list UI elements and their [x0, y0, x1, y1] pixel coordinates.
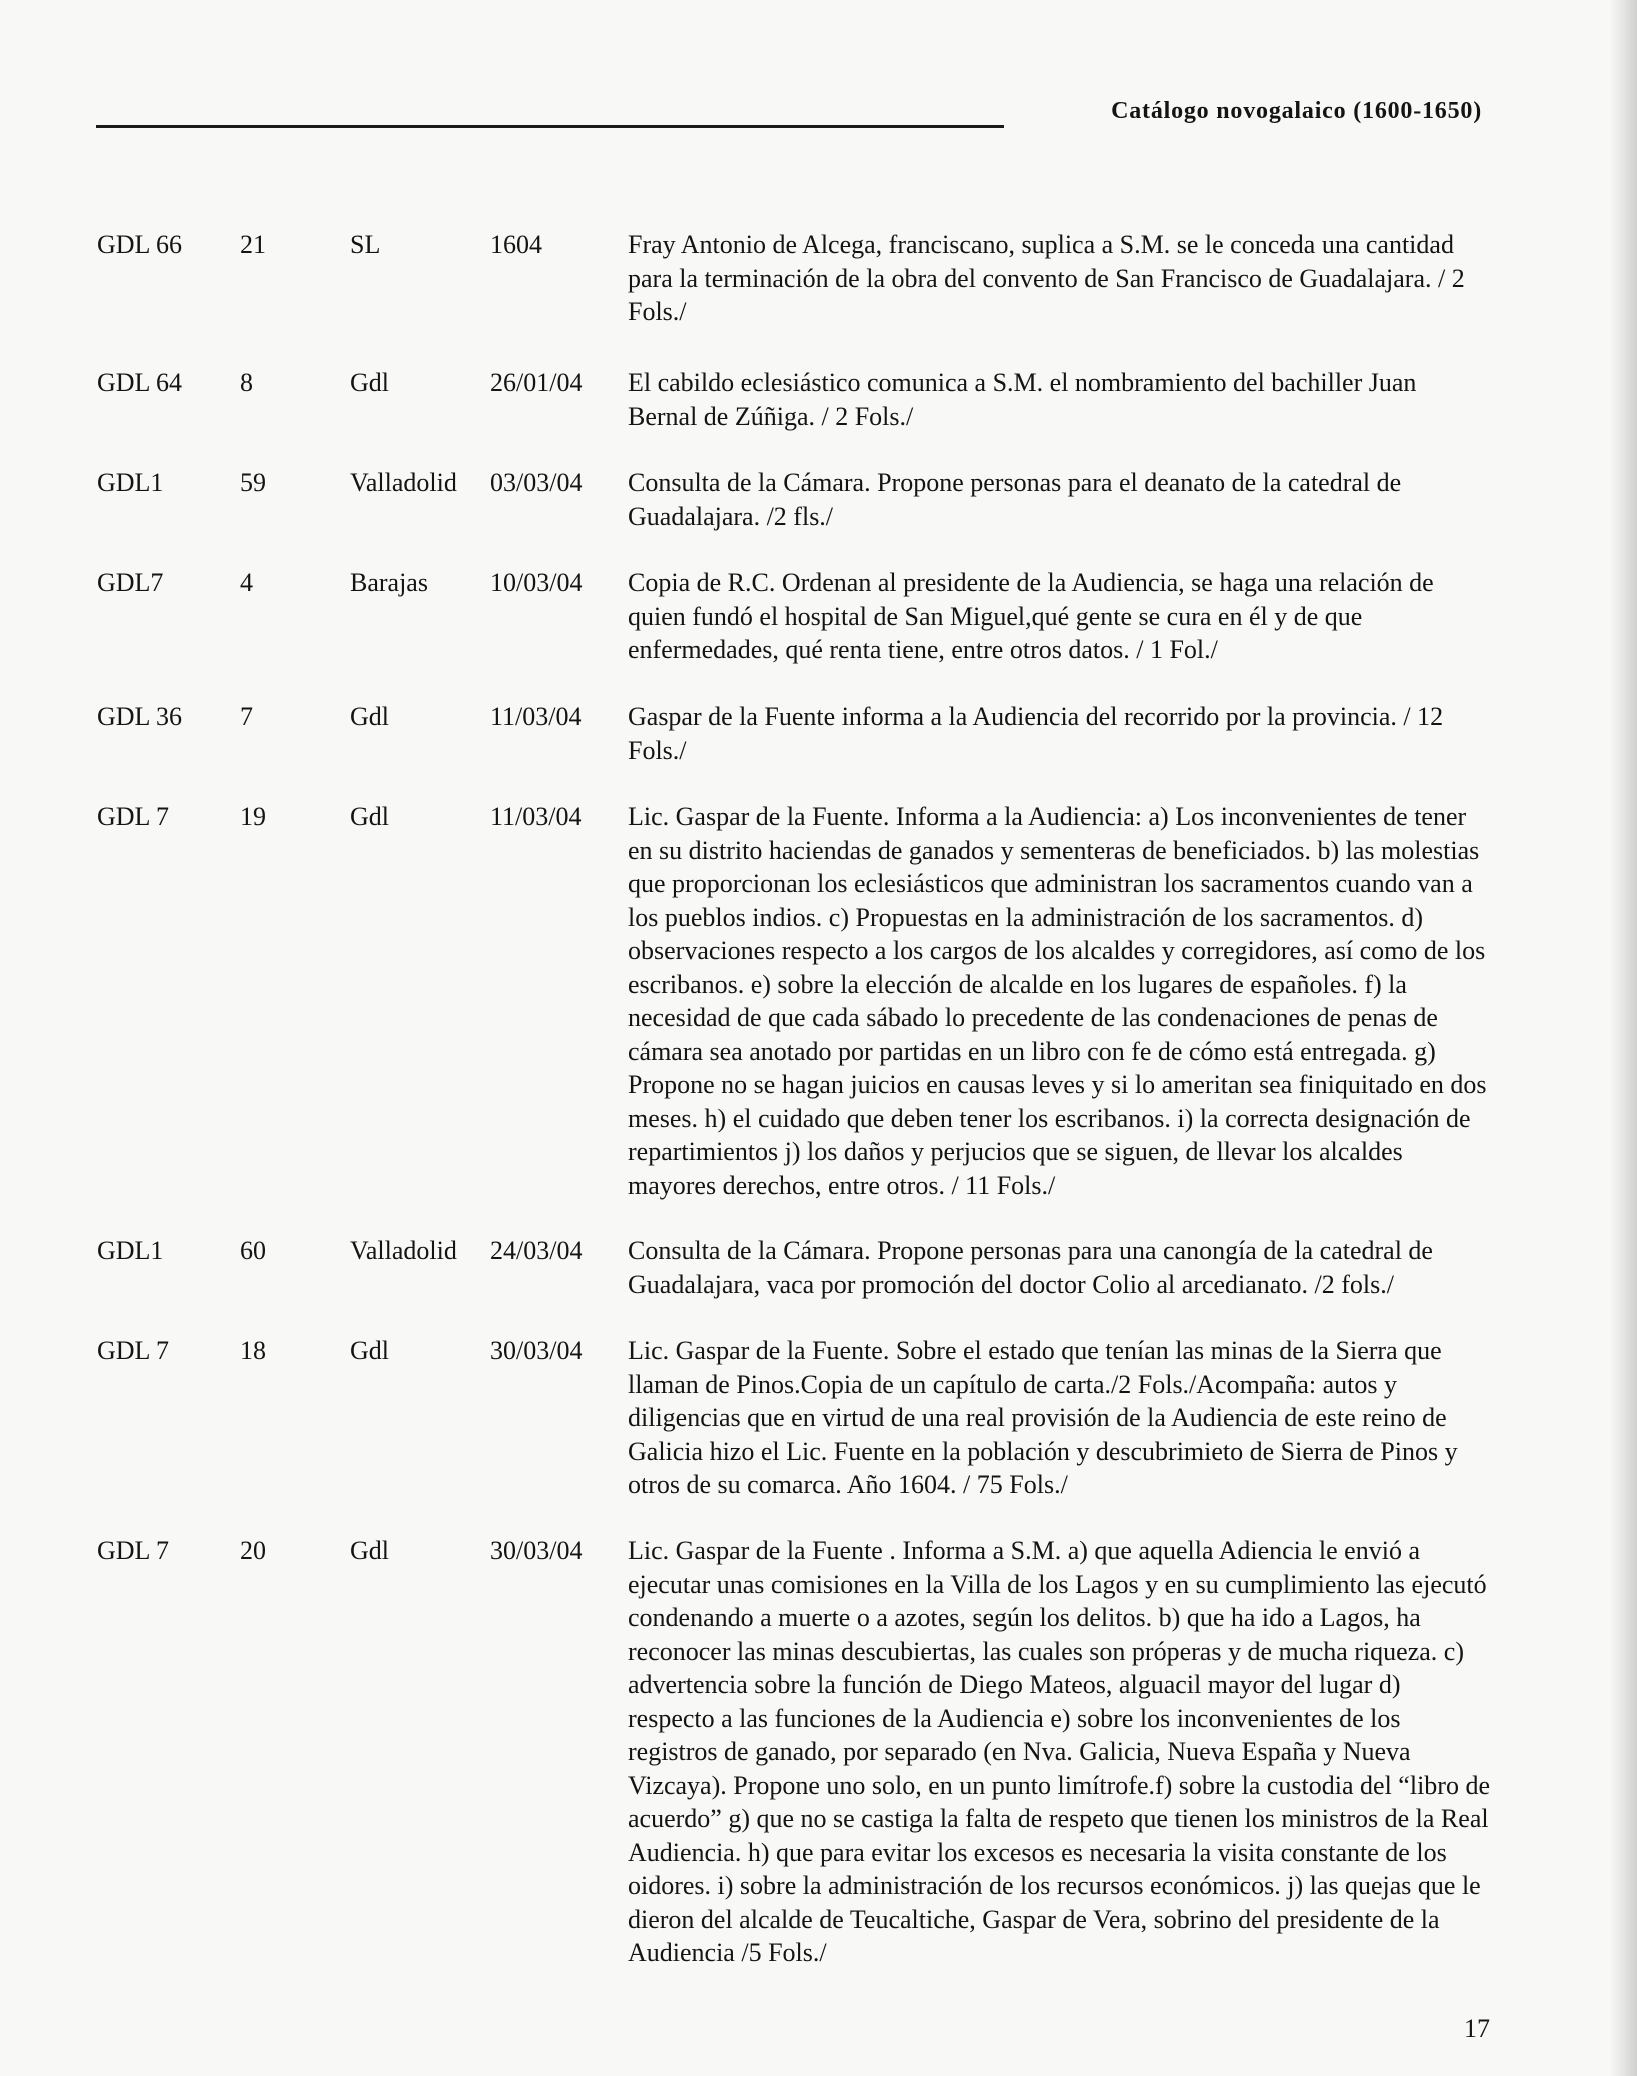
entry-number: 18	[240, 1336, 266, 1365]
entry-date: 30/03/04	[490, 1336, 583, 1365]
entry-description: Fray Antonio de Alcega, franciscano, suplica a S.M. se le conceda una cantidad para la terminación de la obra del convento de San Francisco de Guadalajara. / 2 Fols./	[628, 230, 1465, 326]
entry-date: 30/03/04	[490, 1536, 583, 1565]
entry-place: Gdl	[350, 702, 389, 731]
entry-place: Gdl	[350, 1536, 389, 1565]
entry-number: 7	[240, 702, 253, 731]
entry-description: Lic. Gaspar de la Fuente. Informa a la Audiencia: a) Los inconvenientes de tener en su distrito haciendas de ganados y sementeras de beneficiados. b) las molestias que proporcionan los eclesiásticos que administran los sacramentos cuando van a los pueblos indios. c) Propuestas en la administración de los sacramentos. d) observaciones respecto a los cargos de los alcaldes y corregidores, así como de los escribanos. e) sobre la elección de alcalde en los lugares de españoles. f) la necesidad de que cada sábado lo precedente de las condenaciones de penas de cámara sea anotado por partidas en un libro con fe de cómo está entregada. g) Propone no se hagan juicios en causas leves y si lo ameritan sea finiquitado en dos meses. h) el cuidado que deben tener los escribanos. i) la correcta designación de repartimientos j) los daños y perjucios que se siguen, de llevar los alcaldes mayores derechos, entre otros. / 11 Fols./	[628, 802, 1487, 1200]
entry-description: Lic. Gaspar de la Fuente . Informa a S.M. a) que aquella Adiencia le envió a ejecutar unas comisiones en la Villa de los Lagos y en su cumplimiento las ejecutó condenando a muerte o a azotes, según los delitos. b) que ha ido a Lagos, ha reconocer las minas descubiertas, las cuales son próperas y de mucha riqueza. c) advertencia sobre la función de Diego Mateos, alguacil mayor del lugar d) respecto a las funciones de la Audiencia e) sobre los inconvenientes de los registros de ganado, por separado (en Nva. Galicia, Nueva España y Nueva Vizcaya). Propone uno solo, en un punto limítrofe.f) sobre la custodia del “libro de acuerdo” g) que no se castiga la falta de respeto que tienen los ministros de la Real Audiencia. h) que para evitar los excesos es necesaria la visita constante de los oidores. i) sobre la administración de los recursos económicos. j) las quejas que le dieron del alcalde de Teucaltiche, Gaspar de Vera, sobrino del presidente de la Audiencia /5 Fols./	[628, 1536, 1490, 1967]
entry-description: Consulta de la Cámara. Propone personas para una canongía de la catedral de Guadalajara, vaca por promoción del doctor Colio al arcedianato. /2 fols./	[628, 1236, 1433, 1299]
entry-place: Valladolid	[350, 1236, 457, 1265]
entry-place: Gdl	[350, 1336, 389, 1365]
entry-date: 11/03/04	[490, 802, 582, 831]
entry-description: Gaspar de la Fuente informa a la Audiencia del recorrido por la provincia. / 12 Fols./	[628, 702, 1444, 765]
entry-place: Gdl	[350, 802, 389, 831]
entry-description: El cabildo eclesiástico comunica a S.M. el nombramiento del bachiller Juan Bernal de Zúñiga. / 2 Fols./	[628, 368, 1417, 431]
entry-number: 8	[240, 368, 253, 397]
entry-code: GDL1	[97, 468, 164, 497]
entry-number: 60	[240, 1236, 266, 1265]
entry-date: 11/03/04	[490, 702, 582, 731]
entry-description: Copia de R.C. Ordenan al presidente de la Audiencia, se haga una relación de quien fundó el hospital de San Miguel,qué gente se cura en él y de que enfermedades, qué renta tiene, entre otros datos. / 1 Fol./	[628, 568, 1434, 664]
page-number: 17	[1464, 2014, 1490, 2043]
entry-place: Barajas	[350, 568, 428, 597]
entry-code: GDL 7	[97, 802, 169, 831]
entry-date: 26/01/04	[490, 368, 583, 397]
entry-number: 59	[240, 468, 266, 497]
entry-code: GDL 66	[97, 230, 182, 259]
entry-number: 21	[240, 230, 266, 259]
entry-code: GDL 7	[97, 1536, 169, 1565]
header-title: Catálogo novogalaico (1600-1650)	[1111, 98, 1482, 124]
entry-number: 20	[240, 1536, 266, 1565]
entry-description: Consulta de la Cámara. Propone personas para el deanato de la catedral de Guadalajara. /2 fls./	[628, 468, 1402, 531]
entry-number: 4	[240, 568, 253, 597]
entry-place: Gdl	[350, 368, 389, 397]
entry-number: 19	[240, 802, 266, 831]
entry-place: SL	[350, 230, 381, 259]
entry-code: GDL7	[97, 568, 164, 597]
entry-date: 1604	[490, 230, 542, 259]
entry-code: GDL 64	[97, 368, 182, 397]
entry-code: GDL 7	[97, 1336, 169, 1365]
entry-code: GDL 36	[97, 702, 182, 731]
entry-date: 24/03/04	[490, 1236, 583, 1265]
entry-date: 10/03/04	[490, 568, 583, 597]
entry-description: Lic. Gaspar de la Fuente. Sobre el estado que tenían las minas de la Sierra que llaman de Pinos.Copia de un capítulo de carta./2 Fols./Acompaña: autos y diligencias que en virtud de una real provisión de la Audiencia de este reino de Galicia hizo el Lic. Fuente en la población y descubrimieto de Sierra de Pinos y otros de su comarca. Año 1604. / 75 Fols./	[628, 1336, 1458, 1499]
entry-code: GDL1	[97, 1236, 164, 1265]
entry-date: 03/03/04	[490, 468, 583, 497]
entry-place: Valladolid	[350, 468, 457, 497]
